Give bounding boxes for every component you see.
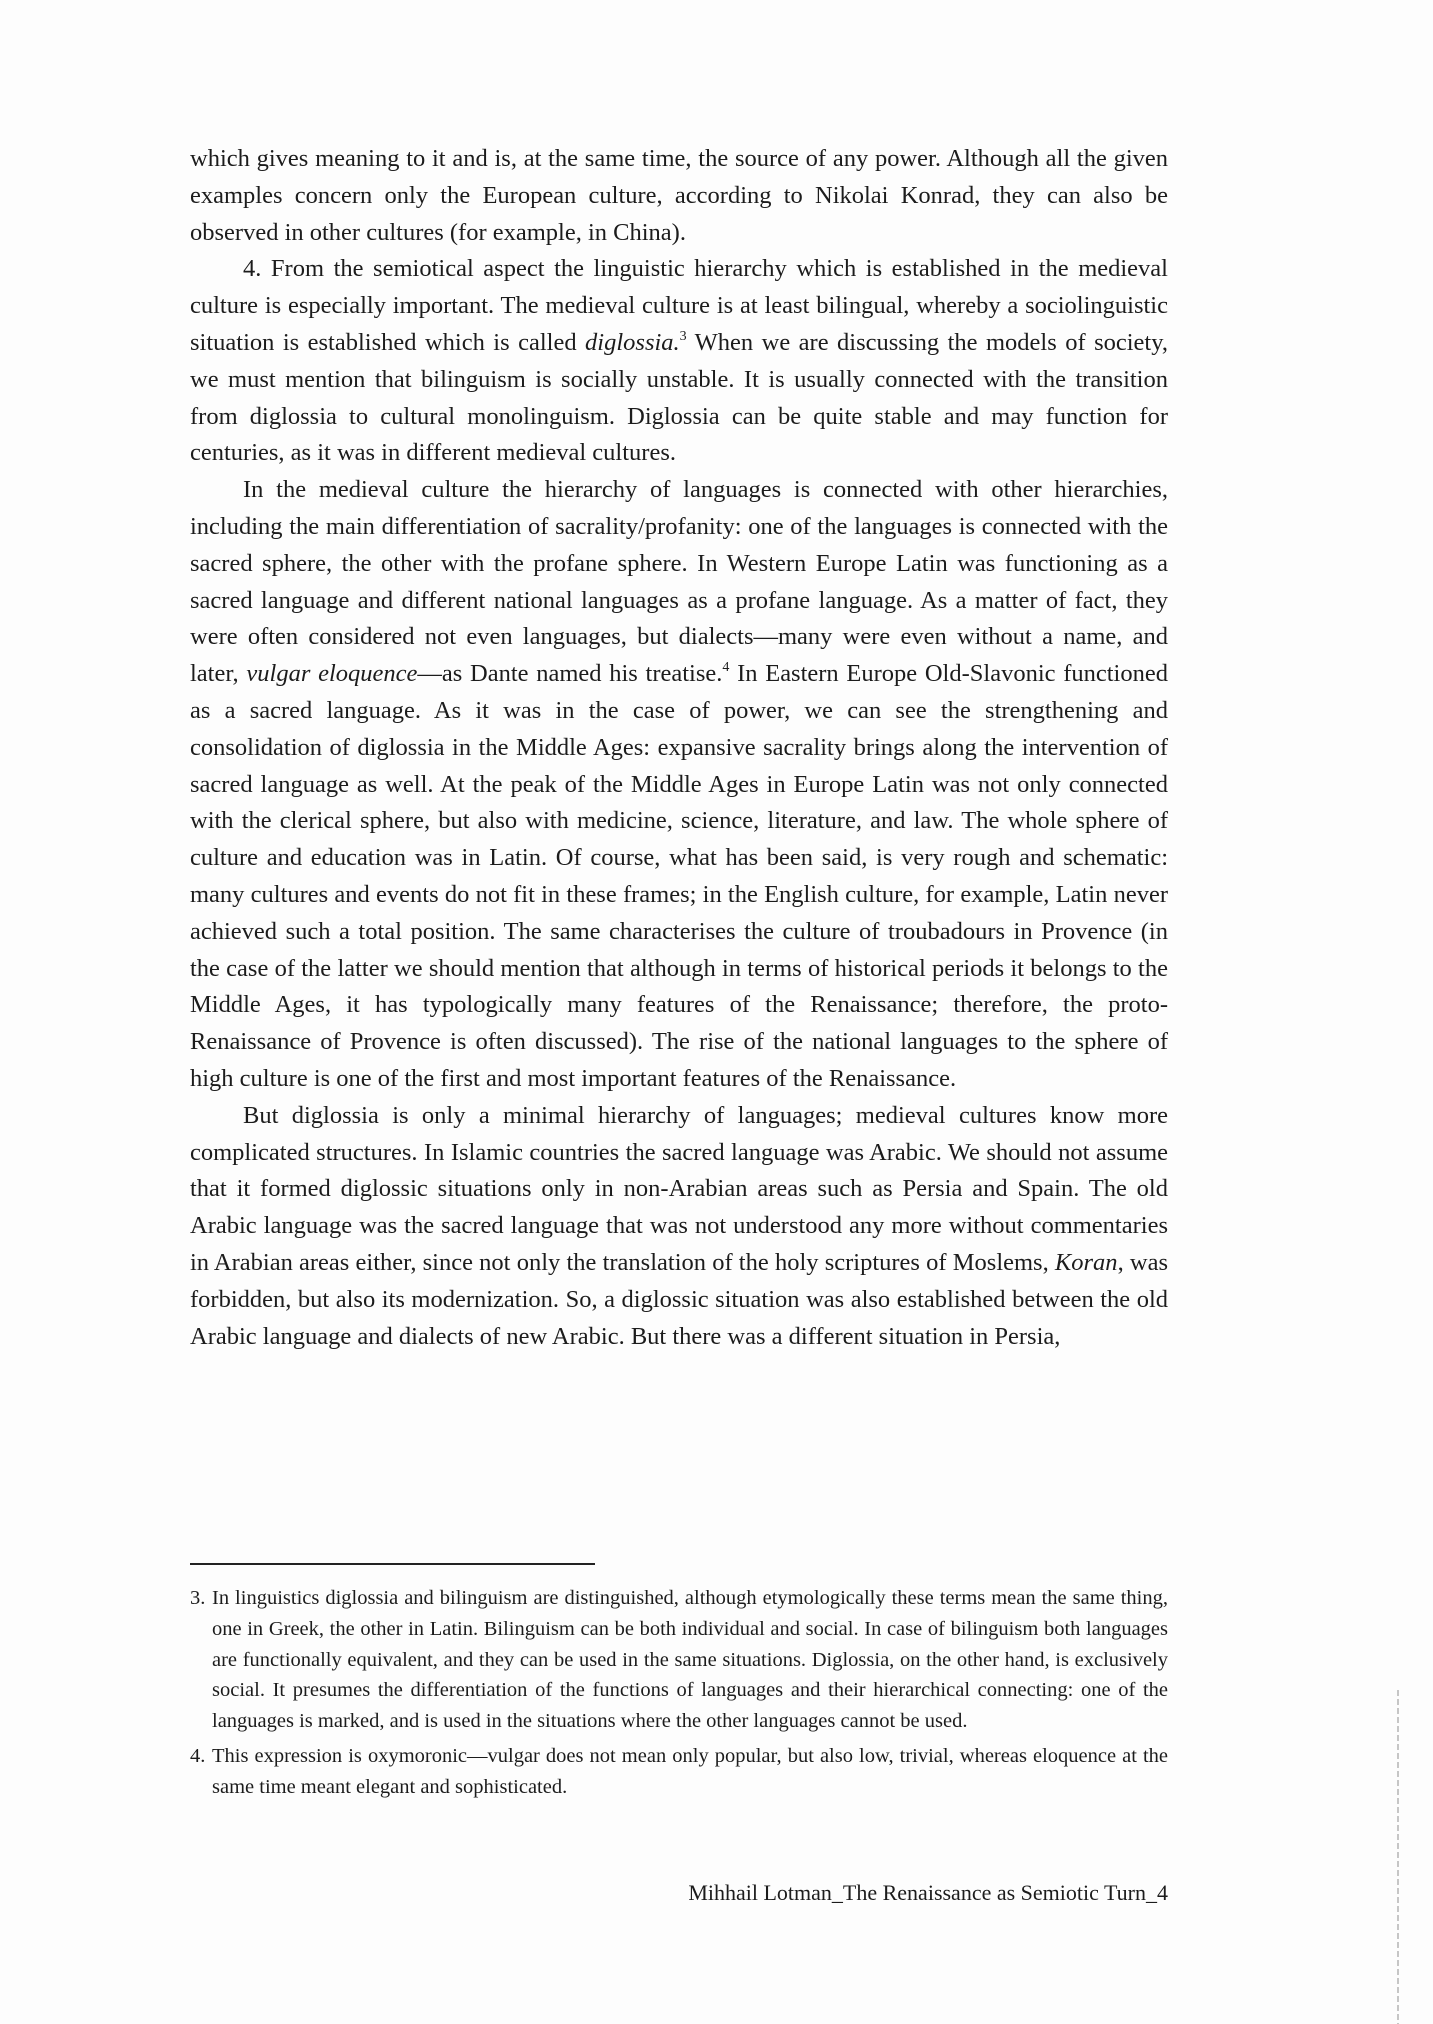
footnotes — [190, 1583, 1168, 1807]
footnote — [190, 1583, 1168, 1737]
footnote-rule — [190, 1563, 595, 1565]
body-text — [190, 141, 1168, 1355]
paragraph — [190, 472, 1168, 1098]
italic-text: Koran — [1054, 1248, 1118, 1276]
footnote-ref: 3 — [679, 328, 687, 344]
footnote-text: In linguistics diglossia and bilinguism are distinguished, although etymologically these terms mean the same thing, one in Greek, the other in Latin. Bilinguism can be both individual and social. In case of bilinguism both languages are functionally equivalent, and they can be used in the same situations. Diglossia, on the other hand, is exclusively social. It presumes the differentiation of the functions of languages and their hierarchical connecting: one of the languages is marked, and is used in the situations where the other languages cannot be used. — [212, 1587, 1168, 1733]
italic-text: diglossia. — [585, 328, 680, 356]
paragraph-text: which gives meaning to it and is, at the same time, the source of any power. Although all the given examples concern only the European culture, according to Nikolai Konrad, they can also be observed in other cultures (for example, in China). — [190, 145, 1168, 246]
footnote — [190, 1741, 1168, 1803]
paragraph — [190, 251, 1168, 472]
scan-edge-mark — [1397, 1690, 1399, 2024]
paragraph-text: —as Dante named his treatise. — [417, 660, 723, 688]
footnote-number: 4. — [190, 1744, 206, 1767]
paragraph-text: In Eastern Europe Old-Slavonic functioned as a sacred language. As it was in the case of power, we can see the strengthening and consolidation of diglossia in the Middle Ages: expansive sacrality brings along the intervention of sacred language as well. At the peak of the Middle Ages in Europe Latin was not only connected with the clerical sphere, but also with medicine, science, literature, and law. The whole sphere of culture and education was in Latin. Of course, what has been said, is very rough and schematic: many cultures and events do not fit in these frames; in the English culture, for example, Latin never achieved such a total position. The same characterises the culture of troubadours in Provence (in the case of the latter we should mention that although in terms of historical periods it belongs to the Middle Ages, it has typologically many features of the Renaissance; therefore, the proto-Renaissance of Provence is often discussed). The rise of the national languages to the sphere of high culture is one of the first and most important features of the Renaissance. — [190, 660, 1168, 1092]
paragraph-text: When we are discussing the models of society, we must mention that bilinguism is socially unstable. It is usually connected with the transition from diglossia to cultural monolinguism. Diglossia can be quite stable and may function for centuries, as it was in different medieval cultures. — [190, 328, 1168, 467]
paragraph — [190, 141, 1168, 251]
running-footer: Mihhail Lotman_The Renaissance as Semiotic Turn_4 — [688, 1880, 1168, 1905]
paragraph — [190, 1098, 1168, 1356]
paragraph-text: In the medieval culture the hierarchy of languages is connected with other hierarchies, including the main differentiation of sacrality/profanity: one of the languages is connected with the sacred sphere, the other with the profane sphere. In Western Europe Latin was functioning as a sacred language and different national languages as a profane language. As a matter of fact, they were often considered not even languages, but dialects—many were even without a name, and later, — [190, 476, 1168, 688]
footnote-text: This expression is oxymoronic—vulgar does not mean only popular, but also low, trivial, whereas eloquence at the same time meant elegant and sophisticated. — [212, 1744, 1168, 1798]
footnote-number: 3. — [190, 1587, 206, 1609]
footnote-ref: 4 — [722, 660, 730, 676]
paragraph-text: , was forbidden, but also its modernization. So, a diglossic situation was also established between the old Arabic language and dialects of new Arabic. But there was a different situation in Persia, — [190, 1248, 1168, 1350]
paragraph-text: 4. From the semiotical aspect the linguistic hierarchy which is established in the medieval culture is especially important. The medieval culture is at least bilingual, whereby a sociolinguistic situation is established which is called — [190, 255, 1168, 356]
paragraph-text: But diglossia is only a minimal hierarchy of languages; medieval cultures know more complicated structures. In Islamic countries the sacred language was Arabic. We should not assume that it formed diglossic situations only in non-Arabian areas such as Persia and Spain. The old Arabic language was the sacred language that was not understood any more without commentaries in Arabian areas either, since not only the translation of the holy scriptures of Moslems, — [190, 1101, 1168, 1276]
italic-text: vulgar eloquence — [246, 660, 418, 688]
